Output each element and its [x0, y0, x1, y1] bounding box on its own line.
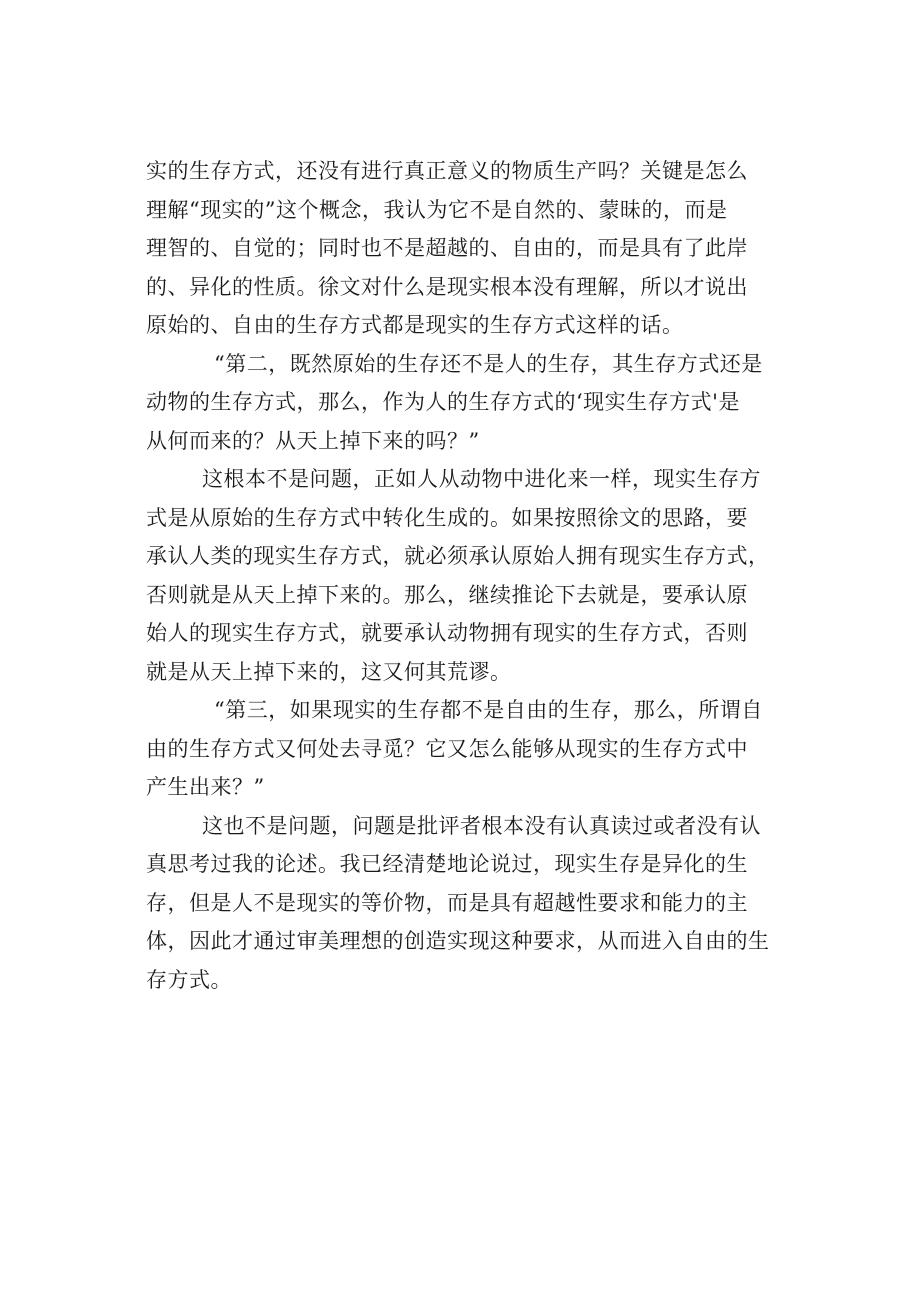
text-line: 理智的、自觉的；同时也不是超越的、自由的，而是具有了此岸: [146, 236, 748, 260]
text-line: 体，因此才通过审美理想的创造实现这种要求，从而进入自由的生: [146, 929, 770, 953]
quote-line: 由的生存方式又何处去寻觅？它又怎么能够从现实的生存方式中: [146, 736, 748, 761]
quote-line: 从何而来的？从天上掉下来的吗？”: [146, 428, 480, 453]
text-line: 存，但是人不是现实的等价物，而是具有超越性要求和能力的主: [146, 890, 748, 915]
text-line: 这根本不是问题，正如人从动物中进化来一样，现实生存方: [202, 467, 761, 491]
text-line: 这也不是问题，问题是批评者根本没有认真读过或者没有认: [202, 813, 761, 838]
text-line: 理解“现实的”这个概念，我认为它不是自然的、蒙昧的，而是: [146, 197, 728, 222]
text-line: 存方式。: [146, 967, 232, 992]
text-line: 原始的、自由的生存方式都是现实的生存方式这样的话。: [146, 313, 684, 337]
text-line: 就是从天上掉下来的，这又何其荒谬。: [146, 659, 512, 684]
quote-line: “第二，既然原始的生存还不是人的生存，其生存方式还是: [214, 351, 763, 376]
text-line: 实的生存方式，还没有进行真正意义的物质生产吗？关键是怎么: [146, 159, 748, 183]
text-line: 否则就是从天上掉下来的。那么，继续推论下去就是，要承认原: [146, 582, 748, 607]
text-line: 的、异化的性质。徐文对什么是现实根本没有理解，所以才说出: [146, 274, 748, 299]
text-line: 承认人类的现实生存方式，就必须承认原始人拥有现实生存方式，: [146, 544, 770, 568]
text-line: 始人的现实生存方式，就要承认动物拥有现实的生存方式，否则: [146, 621, 748, 645]
quote-line: “第三，如果现实的生存都不是自由的生存，那么，所谓自: [214, 698, 763, 722]
text-line: 式是从原始的生存方式中转化生成的。如果按照徐文的思路，要: [146, 505, 748, 530]
quote-line: 动物的生存方式，那么，作为人的生存方式的‘现实生存方式'是: [146, 390, 740, 414]
text-line: 真思考过我的论述。我已经清楚地论说过，现实生存是异化的生: [146, 852, 748, 876]
quote-line: 产生出来？”: [146, 775, 265, 799]
body-text: [146, 152, 806, 999]
